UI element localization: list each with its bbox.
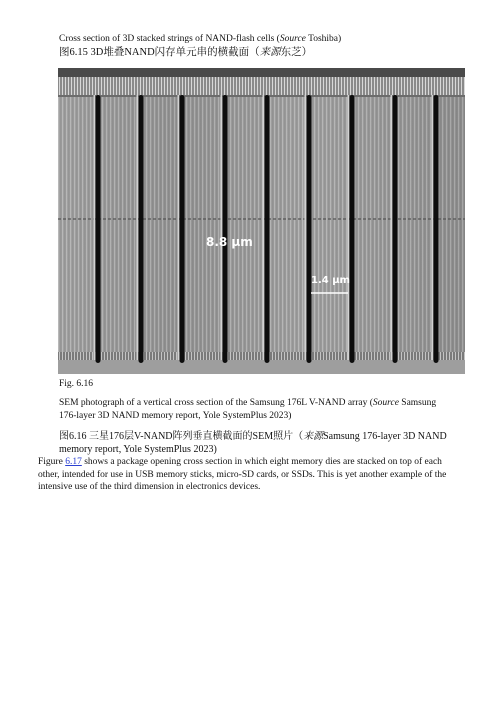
sem-slit-edge bbox=[305, 95, 307, 360]
sem-cross-section-image bbox=[58, 68, 465, 374]
sem-bottom-band bbox=[58, 352, 465, 360]
caption-text: SEM photograph of a vertical cross section of the Samsung 176L V-NAND array ( bbox=[59, 398, 373, 408]
caption-text: Samsung 176-layer 3D NAND memory report, Yole SystemPlus 2023) bbox=[59, 398, 437, 421]
caption-source-word: Source bbox=[372, 398, 399, 408]
sem-slit-edge bbox=[137, 95, 139, 360]
sem-dimension-label-large: 8.8 μm bbox=[206, 235, 253, 249]
sem-slit bbox=[139, 95, 144, 363]
caption-text: 东芝） bbox=[280, 47, 313, 58]
caption-source-word: Source bbox=[279, 34, 306, 44]
sem-slit-edge bbox=[391, 95, 393, 360]
caption-text: Cross section of 3D stacked strings of NAND-flash cells ( bbox=[59, 34, 280, 44]
figure-6-15-caption-en bbox=[59, 33, 459, 45]
sem-dimension-label-small: 1.4 μm bbox=[311, 275, 350, 286]
sem-slit bbox=[223, 95, 228, 363]
caption-text: Samsung 176-layer 3D NAND memory report, Yole SystemPlus 2023) bbox=[59, 431, 447, 455]
sem-slit-edge bbox=[263, 95, 265, 360]
figure-6-15-caption-zh bbox=[59, 46, 479, 59]
figure-label: Fig. 6.16 bbox=[59, 379, 94, 389]
sem-slit bbox=[180, 95, 185, 363]
caption-source-word: 来源 bbox=[303, 431, 324, 442]
sem-slit bbox=[393, 95, 398, 363]
sem-slit bbox=[350, 95, 355, 363]
sem-slit-edge bbox=[221, 95, 223, 360]
sem-slit-edge bbox=[94, 95, 96, 360]
caption-source-word: 来源 bbox=[259, 47, 281, 58]
sem-slit bbox=[96, 95, 101, 363]
sem-slit bbox=[434, 95, 439, 363]
figure-6-16-caption-en bbox=[59, 397, 454, 422]
sem-top-edge bbox=[58, 68, 465, 77]
sem-slit-edge bbox=[178, 95, 180, 360]
sem-top-band bbox=[58, 77, 465, 95]
body-text: Figure bbox=[38, 457, 66, 467]
caption-text: 图6.16 三星176层V-NAND阵列垂直横截面的SEM照片（ bbox=[59, 431, 304, 442]
figure-6-17-link[interactable]: 6.17 bbox=[65, 457, 82, 467]
figure-6-16-caption-zh bbox=[59, 431, 454, 456]
sem-slit bbox=[265, 95, 270, 363]
caption-text: 图6.15 3D堆叠NAND闪存单元串的横截面（ bbox=[59, 47, 260, 58]
sem-slit-edge bbox=[348, 95, 350, 360]
sem-slit-edge bbox=[432, 95, 434, 360]
caption-text: Toshiba) bbox=[305, 34, 342, 44]
body-paragraph bbox=[38, 456, 458, 494]
sem-slit bbox=[307, 95, 312, 363]
body-text: shows a package opening cross section in which eight memory dies are stacked on top of each other, intended for use in USB memory sticks, micro-SD cards, or SSDs. This is yet another example of the intensive use of the third dimension in electronics devices. bbox=[38, 457, 447, 492]
